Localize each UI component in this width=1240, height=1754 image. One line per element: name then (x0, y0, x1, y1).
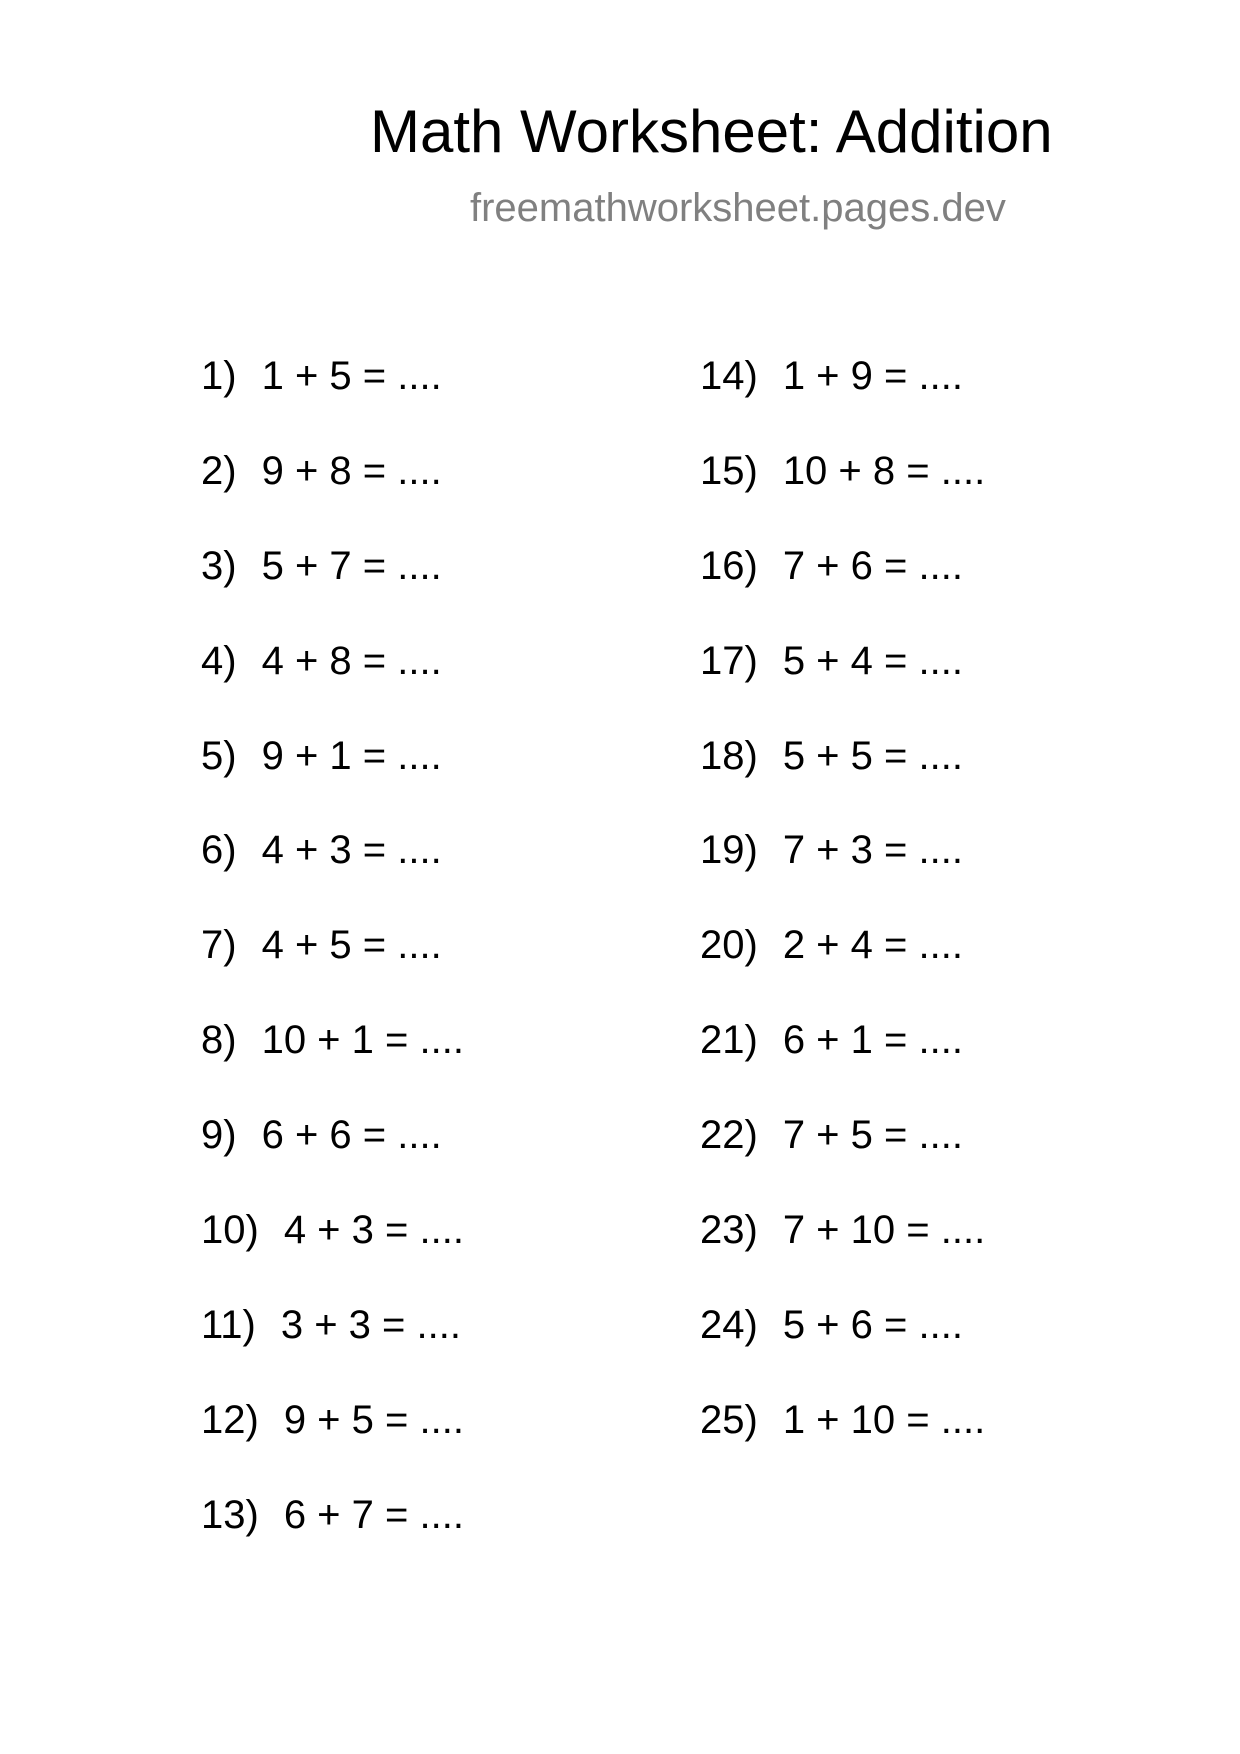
problem-column-left (201, 352, 681, 1586)
problem-number: 10) (201, 1208, 259, 1253)
problem-8 (201, 1016, 681, 1111)
problem-expression: 5 + 5 = .... (782, 733, 963, 778)
problem-expression: 4 + 8 = .... (261, 638, 442, 683)
problem-1 (201, 352, 681, 447)
problem-number: 18) (700, 733, 758, 778)
problem-number: 23) (700, 1208, 758, 1253)
problem-number: 24) (700, 1302, 758, 1347)
problem-number: 5) (201, 733, 237, 778)
problem-expression: 9 + 5 = .... (283, 1397, 464, 1442)
problem-expression: 7 + 6 = .... (782, 543, 963, 588)
problem-number: 25) (700, 1397, 758, 1442)
problem-11 (201, 1301, 681, 1396)
problem-number: 12) (201, 1397, 259, 1442)
problem-number: 21) (700, 1018, 758, 1063)
problem-number: 14) (700, 354, 758, 398)
problem-7 (201, 921, 681, 1016)
problem-number: 1) (201, 354, 237, 398)
problem-number: 8) (201, 1018, 237, 1063)
problem-number: 4) (201, 638, 237, 683)
problem-19 (700, 826, 1180, 921)
problem-number: 7) (201, 923, 237, 968)
problem-expression: 9 + 8 = .... (261, 448, 442, 493)
problem-15 (700, 447, 1180, 542)
website-url: freemathworksheet.pages.dev (470, 186, 1006, 230)
problem-24 (700, 1301, 1180, 1396)
problem-number: 6) (201, 828, 237, 873)
problem-expression: 4 + 3 = .... (283, 1208, 464, 1253)
problem-14 (700, 352, 1180, 447)
problem-17 (700, 637, 1180, 732)
problem-23 (700, 1206, 1180, 1301)
problem-expression: 4 + 3 = .... (261, 828, 442, 873)
problem-16 (700, 542, 1180, 637)
problem-expression: 7 + 3 = .... (782, 828, 963, 873)
problem-22 (700, 1111, 1180, 1206)
problem-expression: 5 + 6 = .... (782, 1302, 963, 1347)
page-title: Math Worksheet: Addition (370, 98, 1053, 165)
problem-expression: 6 + 7 = .... (283, 1492, 464, 1537)
problem-number: 22) (700, 1113, 758, 1158)
problem-expression: 10 + 1 = .... (261, 1018, 464, 1063)
problem-expression: 3 + 3 = .... (280, 1302, 461, 1347)
problem-4 (201, 637, 681, 732)
problem-expression: 1 + 10 = .... (782, 1397, 986, 1442)
problem-12 (201, 1396, 681, 1491)
problem-column-right (700, 352, 1180, 1491)
problem-number: 15) (700, 448, 758, 493)
problem-number: 3) (201, 543, 237, 588)
problem-expression: 5 + 7 = .... (261, 543, 442, 588)
problem-expression: 9 + 1 = .... (261, 733, 442, 778)
problem-number: 2) (201, 448, 237, 493)
problem-5 (201, 732, 681, 827)
problem-expression: 10 + 8 = .... (782, 448, 986, 493)
problem-number: 20) (700, 923, 758, 968)
problem-21 (700, 1016, 1180, 1111)
problem-10 (201, 1206, 681, 1301)
problem-number: 17) (700, 638, 758, 683)
problem-2 (201, 447, 681, 542)
problem-expression: 1 + 9 = .... (782, 354, 963, 398)
problem-20 (700, 921, 1180, 1016)
problem-expression: 6 + 6 = .... (261, 1113, 442, 1158)
problem-18 (700, 732, 1180, 827)
problem-number: 19) (700, 828, 758, 873)
problem-number: 9) (201, 1113, 237, 1158)
problem-25 (700, 1396, 1180, 1491)
problem-6 (201, 826, 681, 921)
problem-13 (201, 1491, 681, 1586)
problem-number: 11) (201, 1302, 256, 1347)
problem-expression: 4 + 5 = .... (261, 923, 442, 968)
problem-expression: 6 + 1 = .... (782, 1018, 963, 1063)
problem-expression: 7 + 10 = .... (782, 1208, 986, 1253)
problem-expression: 2 + 4 = .... (782, 923, 963, 968)
problem-9 (201, 1111, 681, 1206)
problem-expression: 7 + 5 = .... (782, 1113, 963, 1158)
problem-number: 16) (700, 543, 758, 588)
problem-expression: 5 + 4 = .... (782, 638, 963, 683)
problem-number: 13) (201, 1492, 259, 1537)
problem-3 (201, 542, 681, 637)
problem-expression: 1 + 5 = .... (261, 354, 442, 398)
